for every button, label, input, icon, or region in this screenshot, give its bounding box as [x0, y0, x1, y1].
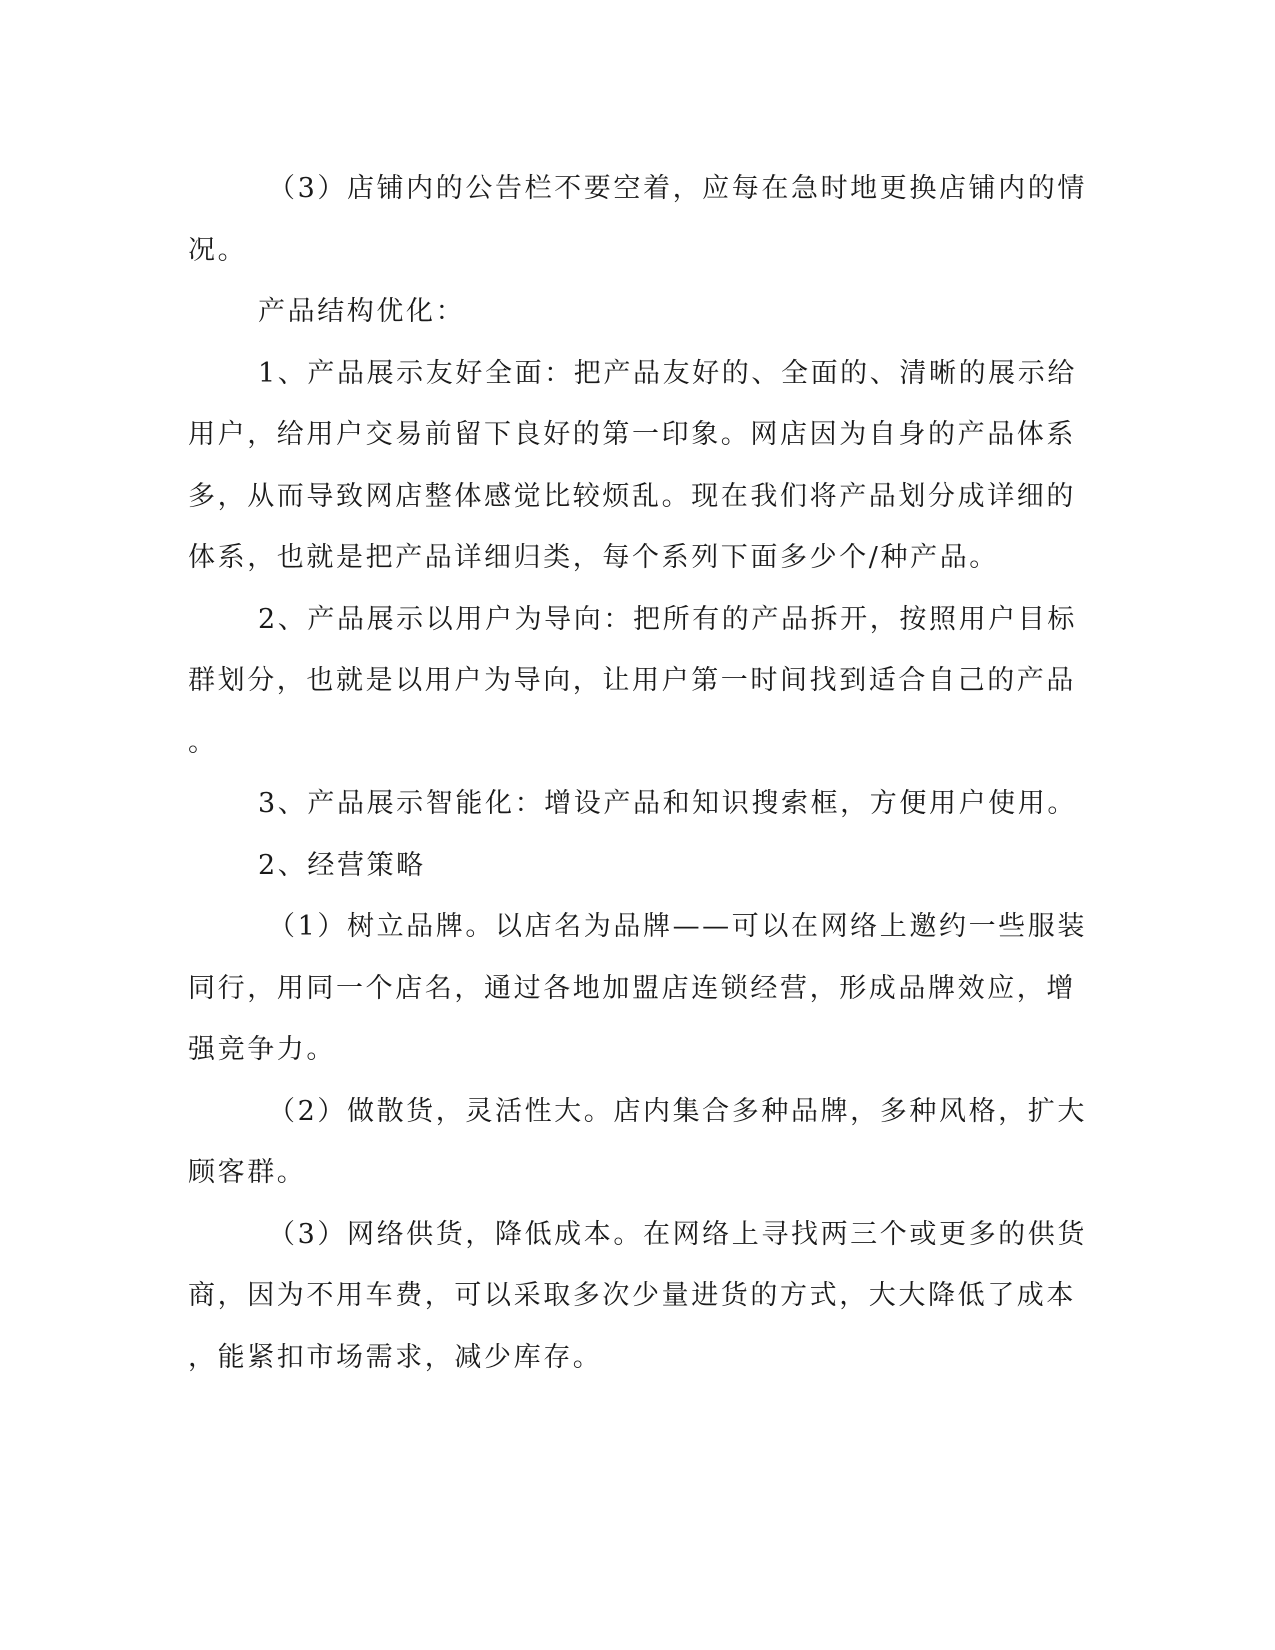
text-line: 强竞争力。 [188, 1034, 336, 1065]
text-line: 同行，用同一个店名，通过各地加盟店连锁经营，形成品牌效应，增 [188, 972, 1076, 1004]
text-line: 体系，也就是把产品详细归类，每个系列下面多少个/种产品。 [188, 542, 999, 573]
text-line: 用户，给用户交易前留下良好的第一印象。网店因为自身的产品体系 [188, 419, 1076, 450]
text-line: 商，因为不用车费，可以采取多次少量进货的方式，大大降低了成本 [188, 1280, 1076, 1311]
text-line: 产品结构优化： [258, 296, 466, 327]
text-line: （1）树立品牌。以店名为品牌——可以在网络上邀约一些服装 [268, 911, 1087, 942]
text-line: 。 [188, 726, 218, 758]
text-line: （2）做散货，灵活性大。店内集合多种品牌，多种风格，扩大 [268, 1095, 1087, 1127]
text-line: 3、产品展示智能化：增设产品和知识搜索框，方便用户使用。 [258, 788, 1077, 819]
text-line: ，能紧扣市场需求，减少库存。 [188, 1341, 603, 1373]
text-line: 顾客群。 [188, 1157, 307, 1188]
text-line: 2、经营策略 [258, 849, 426, 881]
text-line: 1、产品展示友好全面：把产品友好的、全面的、清晰的展示给 [258, 357, 1077, 389]
text-line: 2、产品展示以用户为导向：把所有的产品拆开，按照用户目标 [258, 603, 1077, 635]
text-line: 多，从而导致网店整体感觉比较烦乱。现在我们将产品划分成详细的 [188, 480, 1076, 512]
document-body [188, 158, 1087, 1388]
text-line: 况。 [188, 234, 248, 266]
text-line: （3）网络供货，降低成本。在网络上寻找两三个或更多的供货 [268, 1218, 1087, 1250]
text-line: 群划分，也就是以用户为导向，让用户第一时间找到适合自己的产品 [188, 665, 1076, 696]
text-line: （3）店铺内的公告栏不要空着，应每在急时地更换店铺内的情 [268, 173, 1087, 204]
